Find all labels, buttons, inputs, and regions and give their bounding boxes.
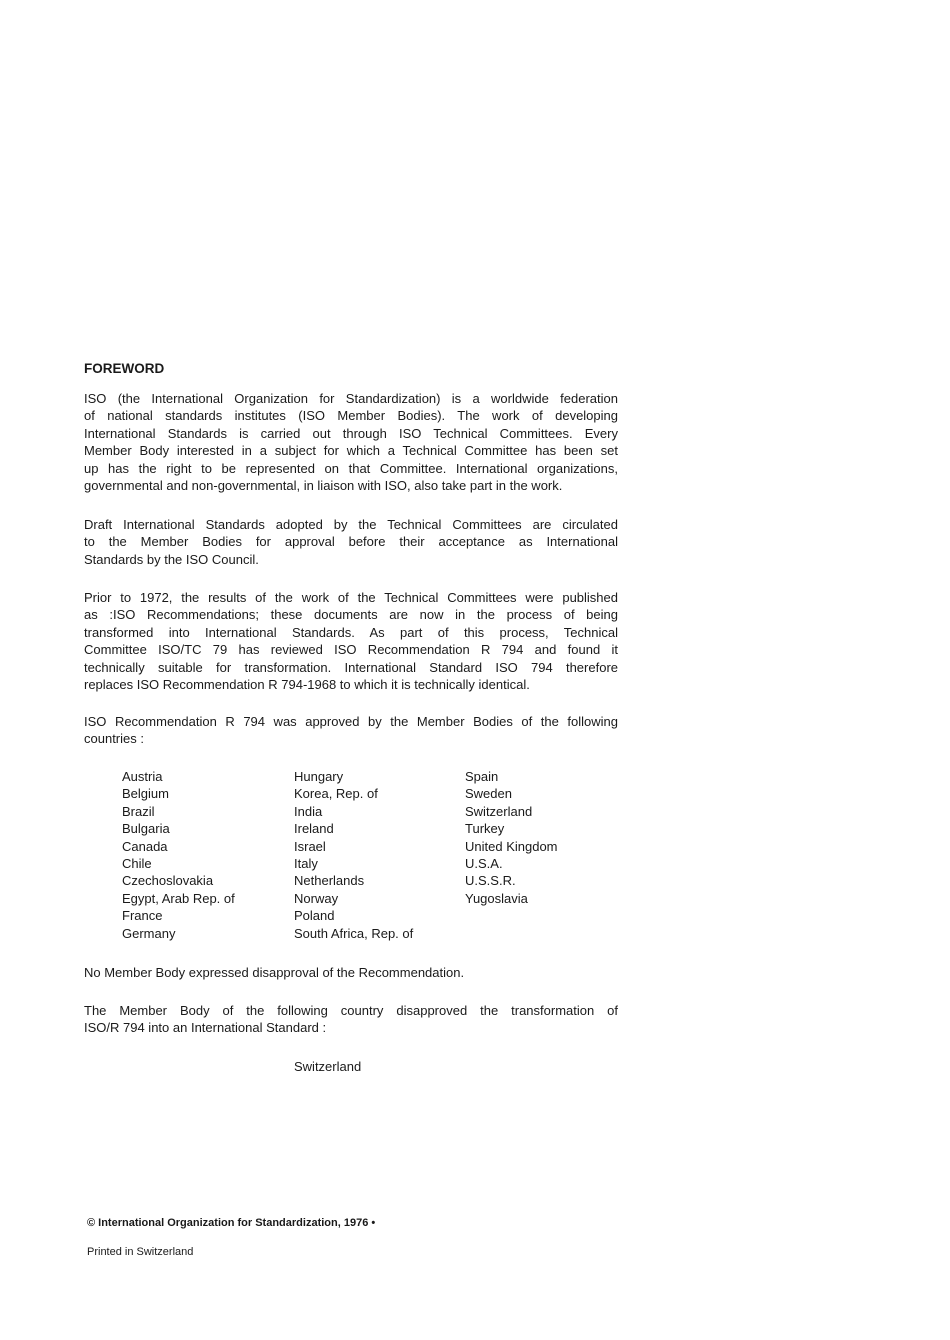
country: Egypt, Arab Rep. of	[122, 890, 235, 906]
text-line: as :ISO Recommendations; these documents are now in the process of being	[84, 607, 618, 623]
text-line: technically suitable for transformation. International Standard ISO 794 therefore	[84, 659, 618, 675]
country: Brazil	[122, 803, 155, 819]
paragraph-disapproval	[84, 1002, 618, 1037]
country: Ireland	[294, 821, 334, 837]
page-title: FOREWORD	[84, 361, 165, 376]
paragraph-history	[84, 589, 618, 693]
country: Belgium	[122, 786, 169, 802]
printed-in: Printed in Switzerland	[87, 1246, 194, 1258]
text-line: Standards by the ISO Council.	[84, 551, 259, 567]
text-line: Prior to 1972, the results of the work of the Technical Committees were published	[84, 590, 618, 605]
country: Hungary	[294, 769, 344, 784]
country: India	[294, 803, 323, 819]
country: South Africa, Rep. of	[294, 925, 414, 941]
text-line: Member Body interested in a subject for which a Technical Committee has been set	[84, 443, 618, 459]
text-line: replaces ISO Recommendation R 794-1968 to which it is technically identical.	[84, 676, 530, 692]
country: Poland	[294, 908, 335, 924]
country-column-3	[465, 768, 558, 907]
country: U.S.S.R.	[465, 873, 516, 889]
copyright-notice: © International Organization for Standardization, 1976 •	[87, 1217, 376, 1229]
country: Norway	[294, 890, 339, 906]
paragraph-approval	[84, 713, 618, 748]
text-line: Draft International Standards adopted by the Technical Committees are circulated	[84, 517, 618, 532]
country: United Kingdom	[465, 838, 558, 854]
country: Bulgaria	[122, 821, 170, 837]
paragraph-iso-intro	[84, 390, 618, 494]
country-column-2	[294, 768, 413, 942]
country: Netherlands	[294, 873, 365, 889]
country: France	[122, 908, 163, 924]
country: Yugoslavia	[465, 890, 528, 906]
disapproving-country: Switzerland	[294, 1059, 362, 1074]
country: Korea, Rep. of	[294, 786, 378, 802]
text-line: ISO/R 794 into an International Standard :	[84, 1020, 327, 1036]
no-disapproval-text: No Member Body expressed disapproval of the Recommendation.	[84, 965, 465, 980]
text-line: of national standards institutes (ISO Member Bodies). The work of developing	[84, 408, 618, 424]
text-line: ISO Recommendation R 794 was approved by the Member Bodies of the following	[84, 714, 618, 729]
country: Israel	[294, 838, 326, 854]
country: Switzerland	[465, 803, 533, 819]
text-line: to the Member Bodies for approval before their acceptance as International	[84, 534, 618, 550]
text-line: The Member Body of the following country disapproved the transformation of	[84, 1003, 618, 1018]
text-line: up has the right to be represented on that Committee. International organizations,	[84, 460, 618, 476]
text-line: International Standards is carried out through ISO Technical Committees. Every	[84, 425, 618, 441]
text-line: transformed into International Standards. As part of this process, Technical	[84, 624, 618, 640]
text-line: ISO (the International Organization for Standardization) is a worldwide federation	[84, 391, 618, 406]
country: U.S.A.	[465, 855, 503, 871]
country: Italy	[294, 855, 318, 871]
country: Sweden	[465, 786, 512, 802]
country: Canada	[122, 838, 168, 854]
country: Turkey	[465, 821, 505, 837]
text-line: Committee ISO/TC 79 has reviewed ISO Recommendation R 794 and found it	[84, 642, 618, 658]
paragraph-draft-standards	[84, 516, 618, 568]
country-column-1	[122, 768, 235, 942]
text-line: countries :	[84, 731, 144, 747]
country: Czechoslovakia	[122, 873, 214, 889]
country: Chile	[122, 855, 152, 871]
text-line: governmental and non-governmental, in liaison with ISO, also take part in the work.	[84, 477, 563, 493]
country: Austria	[122, 769, 163, 784]
country: Germany	[122, 925, 176, 941]
country: Spain	[465, 769, 499, 784]
